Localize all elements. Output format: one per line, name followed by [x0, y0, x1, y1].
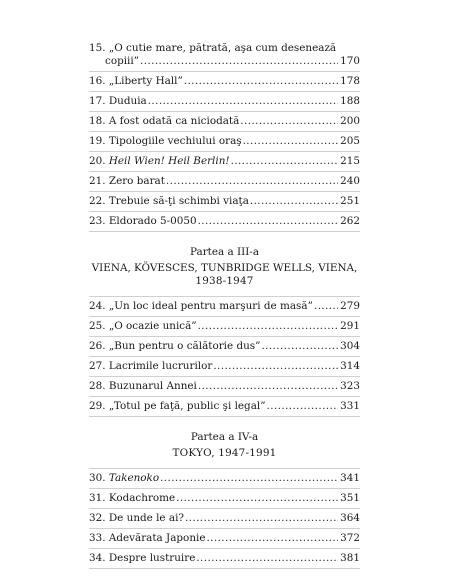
entry-title: Kodachrome — [108, 492, 176, 504]
entry-title: „Un loc ideal pentru marşuri de masă” — [108, 300, 313, 312]
dot-leader — [160, 472, 338, 485]
toc-entry-15 — [89, 40, 360, 72]
entry-number: 17. — [89, 95, 106, 107]
entry-number: 19. — [89, 135, 106, 147]
dot-leader — [261, 340, 338, 353]
entry-number: 21. — [89, 175, 106, 187]
dot-leader — [314, 300, 338, 313]
dot-leader — [184, 75, 338, 88]
dot-leader — [196, 552, 338, 565]
entry-title-continued: copiii” — [105, 55, 140, 67]
entry-number: 27. — [89, 360, 106, 372]
entry-title: Buzunarul Annei — [108, 380, 197, 392]
entry-number: 23. — [89, 215, 106, 227]
part-header-iv — [89, 417, 360, 469]
entry-number: 31. — [89, 492, 106, 504]
entry-page: 200 — [340, 115, 360, 127]
entry-page: 240 — [340, 175, 360, 187]
entry-number: 25. — [89, 320, 106, 332]
entry-page: 279 — [340, 300, 360, 312]
entry-page: 215 — [340, 155, 360, 167]
toc-entry-27 — [89, 357, 360, 377]
entry-title: Zero barat — [108, 175, 165, 187]
entry-number: 32. — [89, 512, 106, 524]
toc-entry-25 — [89, 317, 360, 337]
toc-entry-32 — [89, 509, 360, 529]
dot-leader — [250, 195, 338, 208]
entry-title: „O ocazie unică” — [108, 320, 197, 332]
entry-number: 16. — [89, 75, 106, 87]
part-title-line: TOKYO, 1947-1991 — [172, 447, 277, 459]
toc-entry-20 — [89, 152, 360, 172]
entry-title: Eldorado 5-0050 — [108, 215, 197, 227]
entry-page: 381 — [340, 552, 360, 564]
toc-entry-17 — [89, 92, 360, 112]
toc-entry-22 — [89, 192, 360, 212]
entry-title: Despre lustruire — [108, 552, 196, 564]
entry-title: A fost odată ca niciodată — [108, 115, 240, 127]
entry-title: Trebuie să-ţi schimbi viaţa — [108, 195, 249, 207]
toc-entry-33 — [89, 529, 360, 549]
entry-number: 20. — [89, 155, 106, 167]
toc-entry-29 — [89, 397, 360, 417]
entry-number: 22. — [89, 195, 106, 207]
dot-leader — [206, 532, 338, 545]
entry-title: Tipologiile vechiului oraş — [108, 135, 242, 147]
dot-leader — [231, 155, 339, 168]
dot-leader — [176, 492, 338, 505]
entry-page: 341 — [340, 472, 360, 484]
entry-page: 331 — [340, 400, 360, 412]
entry-page: 351 — [340, 492, 360, 504]
entry-title: „O cutie mare, pătrată, aşa cum desenează — [108, 42, 337, 54]
toc-entry-26 — [89, 337, 360, 357]
entry-page: 314 — [340, 360, 360, 372]
entry-title: Lacrimile lucrurilor — [108, 360, 213, 372]
toc-entry-34 — [89, 549, 360, 569]
entry-number: 26. — [89, 340, 106, 352]
entry-page: 304 — [340, 340, 360, 352]
entry-number: 15. — [89, 42, 106, 54]
dot-leader — [140, 55, 338, 68]
dot-leader — [166, 175, 338, 188]
entry-page: 251 — [340, 195, 360, 207]
entry-title: Duduia — [108, 95, 147, 107]
table-of-contents — [89, 40, 360, 569]
entry-title: Heil Wien! Heil Berlin! — [108, 155, 230, 167]
part-label: Partea a III-a — [189, 246, 260, 258]
toc-entry-16 — [89, 72, 360, 92]
dot-leader — [213, 360, 338, 373]
toc-entry-19 — [89, 132, 360, 152]
part-title-line: VIENA, KÖVESCES, TUNBRIDGE WELLS, VIENA, — [91, 262, 358, 274]
entry-title: „Liberty Hall” — [108, 75, 183, 87]
entry-page: 291 — [340, 320, 360, 332]
dot-leader — [267, 400, 339, 413]
dot-leader — [240, 115, 338, 128]
entry-page: 170 — [340, 55, 360, 67]
entry-number: 30. — [89, 472, 106, 484]
entry-page: 372 — [340, 532, 360, 544]
dot-leader — [148, 95, 338, 108]
entry-number: 18. — [89, 115, 106, 127]
entry-title: De unde le ai? — [108, 512, 184, 524]
dot-leader — [185, 512, 338, 525]
entry-title: „Totul pe faţă, public şi legal” — [108, 400, 266, 412]
entry-page: 205 — [340, 135, 360, 147]
toc-entry-24 — [89, 297, 360, 317]
entry-page: 364 — [340, 512, 360, 524]
toc-entry-23 — [89, 212, 360, 232]
toc-entry-18 — [89, 112, 360, 132]
dot-leader — [198, 320, 339, 333]
entry-title: Takenoko — [108, 472, 160, 484]
dot-leader — [243, 135, 339, 148]
entry-page: 323 — [340, 380, 360, 392]
toc-entry-21 — [89, 172, 360, 192]
part-header-iii — [89, 232, 360, 297]
toc-entry-30 — [89, 469, 360, 489]
entry-number: 29. — [89, 400, 106, 412]
entry-number: 24. — [89, 300, 106, 312]
entry-number: 33. — [89, 532, 106, 544]
dot-leader — [198, 380, 338, 393]
entry-page: 262 — [340, 215, 360, 227]
entry-number: 28. — [89, 380, 106, 392]
part-title-line: 1938-1947 — [195, 275, 254, 287]
toc-entry-31 — [89, 489, 360, 509]
entry-title: „Bun pentru o călătorie dus” — [108, 340, 261, 352]
dot-leader — [198, 215, 339, 228]
entry-page: 188 — [340, 95, 360, 107]
part-label: Partea a IV-a — [190, 431, 259, 443]
entry-page: 178 — [340, 75, 360, 87]
entry-title: Adevărata Japonie — [108, 532, 206, 544]
entry-number: 34. — [89, 552, 106, 564]
toc-entry-28 — [89, 377, 360, 397]
